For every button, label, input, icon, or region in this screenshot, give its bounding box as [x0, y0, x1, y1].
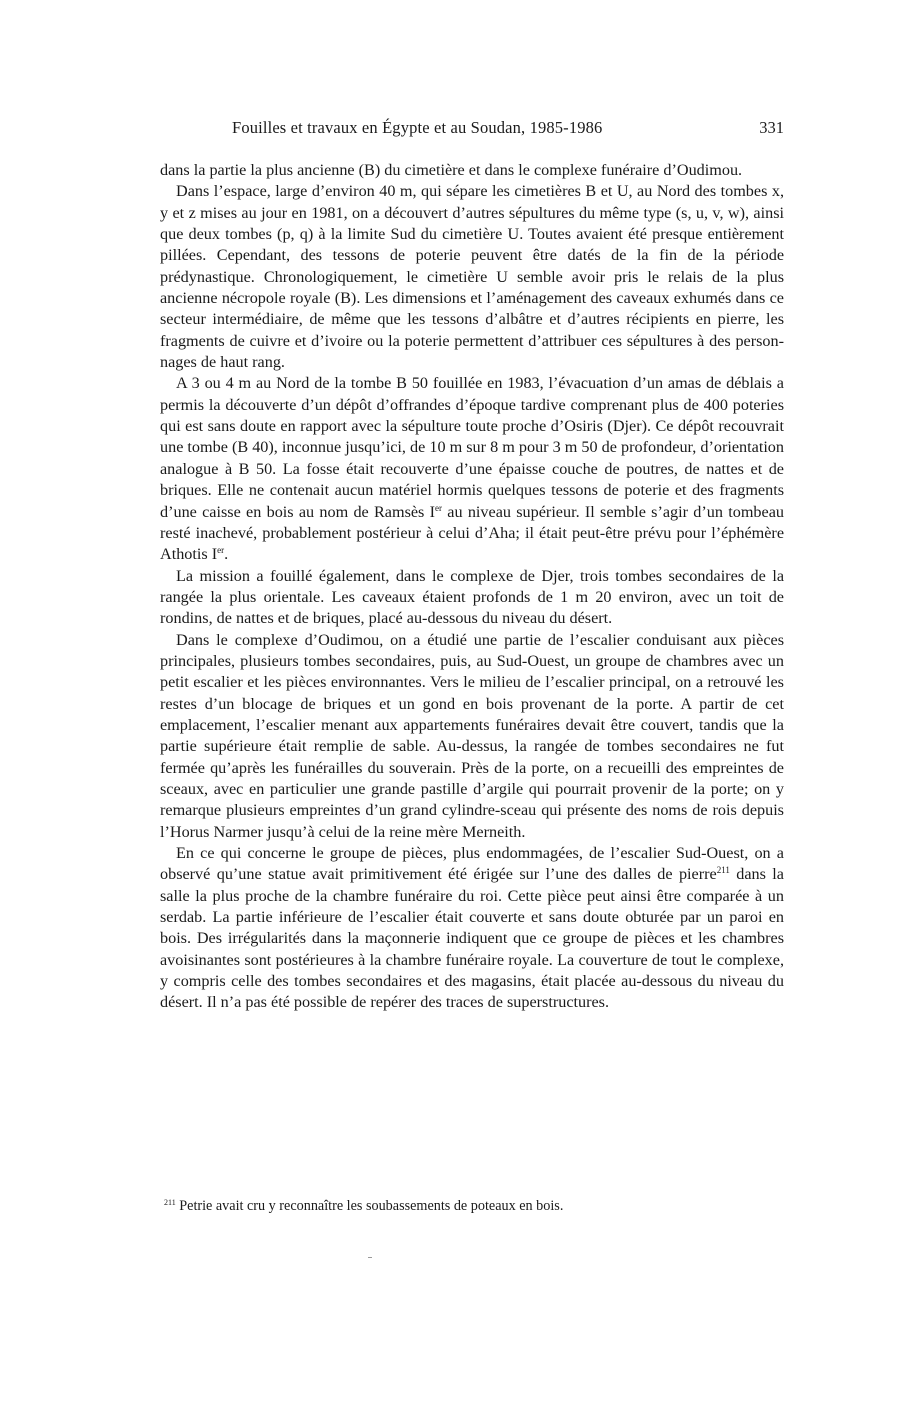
paragraph-text: Dans le complexe d’Oudimou, on a étudié une partie de l’escalier conduisant aux pièces principales, plusieurs tombes secondaires, puis, au Sud-Ouest, un groupe de chambres avec un petit escalier et les pièces environnantes. Vers le milieu de l’escalier principal, on a retrouvé les restes d’un blocage de briques et un gond en bois provenant de la porte. A partir de cet emplacement, l’escalier menant aux appartements funéraires devait être couvert, tandis que la partie supérieure était remplie de sable. Au-dessus, la rangée de tombes secondaires ne fut fermée qu’après les funérailles du souverain. Près de la porte, on a recueilli des empreintes de sceaux, avec en particulier une grande pastille d’argile qui pourrait provenir de la porte; on y remarque plusieurs empreintes d’un grand cylindre-sceau qui présente des noms de rois depuis l’Horus Narmer jusqu’à celui de la reine mère Merneith.	[160, 630, 784, 841]
footnote-number: 211	[164, 1198, 176, 1207]
paragraph	[160, 843, 784, 1014]
paragraph-text: La mission a fouillé également, dans le complexe de Djer, trois tombes secondaires de la rangée la plus orientale. Les caveaux étaient profonds de 1 m 20 environ, avec un toit de rondins, de nattes et de briques, placé au-dessous du niveau du désert.	[160, 566, 784, 628]
paragraph-text: A 3 ou 4 m au Nord de la tombe B 50 fouillée en 1983, l’évacuation d’un amas de déblais a permis la découverte d’un dépôt d’offrandes d’époque tardive comprenant plus de 400 poteries qui est sans doute en rapport avec la sépulture toute proche d’Osiris (Djer). Ce dépôt recouvrait une tombe (B 40), inconnue jusqu’ici, de 10 m sur 8 m pour 3 m 50 de profondeur, d’orientation analogue à B 50. La fosse était recouverte d’une épaisse couche de poutres, de nattes et de briques. Elle ne contenait aucun matériel hormis quelques tessons de poterie et des fragments d’une caisse en bois au nom de Ramsès I	[160, 374, 784, 521]
footnote-text: Petrie avait cru y reconnaître les soubassements de poteaux en bois.	[175, 1198, 564, 1214]
paragraph-text: Dans l’espace, large d’environ 40 m, qui sépare les cimetières B et U, au Nord des tombes x, y et z mises au jour en 1981, on a découvert d’autres sépultures du même type (s, u, v, w), ainsi que deux tombes (p, q) à la limite Sud du cimetière U. Toutes avaient été presque entièrement pillées. Cependant, des tessons de poterie peuvent être datés de la fin de la période prédynastique. Chronologiquement, le cimetière U semble avoir pris le relais de la plus ancienne nécropole royale (B). Les dimensions et l’aménagement des caveaux exhumés dans ce secteur intermédiaire, de même que les tessons d’albâtre et d’autres récipients en pierre, les fragments de cuivre et d’ivoire ou la poterie permettent d’attribuer ces sépultures à des personnages de haut rang.	[160, 182, 784, 372]
body-text	[160, 160, 784, 1014]
paragraph-text: au niveau supérieur. Il semble s’agir d’un tombeau resté inachevé, probablement postérieur à celui d’Aha; il était peut-être prévu pour l’éphémère Athotis I	[160, 502, 784, 564]
paragraph	[160, 566, 784, 630]
superscript-er: er	[435, 502, 443, 513]
page-number: 331	[759, 118, 784, 137]
paragraph-text: dans la partie la plus ancienne (B) du cimetière et dans le complexe funéraire d’Oudimou.	[160, 161, 743, 179]
footnote	[160, 1196, 784, 1216]
paragraph	[160, 181, 784, 373]
paragraph-text: dans la salle la plus proche de la chambre funéraire du roi. Cette pièce peut ainsi être comparée à un serdab. La partie inférieure de l’escalier était couverte et sans doute obturée par un paroi en bois. Des irrégularités dans la maçonnerie indiquent que ce groupe de pièces et les chambres avoisinantes sont postérieures à la chambre funéraire royale. La couverture de tout le complexe, y compris celle des tombes secondaires et des magasins, était placée au-dessous du niveau du désert. Il n’a pas été possible de repérer des traces de superstructures.	[160, 865, 784, 1012]
running-title: Fouilles et travaux en Égypte et au Soudan, 1985-1986	[232, 118, 603, 137]
paragraph-text: .	[224, 545, 229, 564]
paragraph	[160, 373, 784, 565]
footnote-reference[interactable]: 211	[716, 865, 730, 876]
paragraph-text: En ce qui concerne le groupe de pièces, plus endommagées, de l’escalier Sud-Ouest, on a observé qu’une statue avait primitivement été érigée sur l’une des dalles de pierre	[160, 844, 784, 884]
page-mark	[368, 1257, 372, 1258]
running-header	[160, 118, 784, 142]
paragraph-continued	[160, 160, 784, 181]
superscript-er: er	[217, 545, 225, 556]
paragraph	[160, 630, 784, 843]
